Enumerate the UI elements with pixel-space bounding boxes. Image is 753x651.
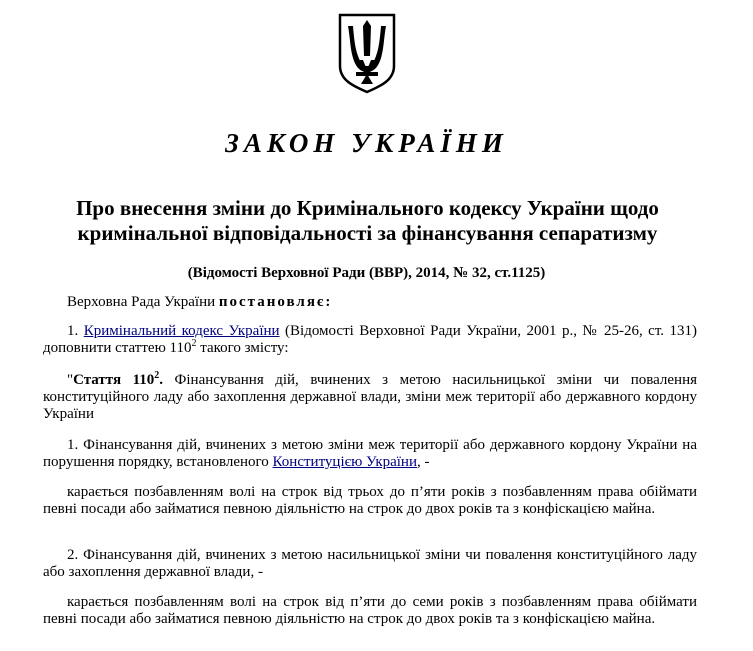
article-heading-text: Фінансування дій, вчинених з метою насильницької зміни чи повалення конституційного ладу або захоплення державної влади, зміни меж території або державного кордону України [43,372,697,422]
law-subtitle: Про внесення зміни до Кримінального кодексу України щодо кримінальної відповідальності за фінансування сепаратизму [76,196,659,245]
penalty-2: карається позбавленням волі на строк від п’яти до семи років з позбавленням права обіймати певні посади або займатися певною діяльністю на строк до двох років та з конфіскацією майна. [43,594,697,627]
article-superscript: 2 [191,338,197,349]
publication-source: (Відомості Верховної Ради (ВВР), 2014, № 32, ст.1125) [187,265,546,281]
article-label-superscript: 2 [154,370,160,381]
decree-word: постановляє: [218,294,333,310]
article-heading [43,372,697,423]
item-1-text: (Відомості Верховної Ради України, 2001 р., № 25-26, ст. 131) доповнити статтею 110 [43,323,697,356]
item-1-text-end: такого змісту: [196,340,289,356]
constitution-link[interactable]: Конституцією України [272,454,417,470]
trident-icon [337,12,397,94]
part-1-text-end: , - [417,454,430,470]
item-1 [43,323,697,357]
penalty-1: карається позбавленням волі на строк від трьох до п’яти років з позбавленням права обіймати певні посади або займатися певною діяльністю на строк до двох років та з конфіскацією майна. [43,484,697,517]
preamble [43,294,697,311]
part-2: 2. Фінансування дій, вчинених з метою насильницької зміни чи повалення конституційного ладу або захоплення державної влади, - [43,547,697,580]
article-label: Стаття $110^2$. [73,370,164,388]
article-quote: " [67,372,74,388]
item-1-number: 1. [67,323,84,339]
law-title: ЗАКОН УКРАЇНИ [225,128,508,158]
part-1 [43,437,697,471]
preamble-text: Верховна Рада України [67,294,219,310]
part-1-text: 1. Фінансування дій, вчинених з метою зміни меж території або державного кордону України на порушення порядку, встановленого [43,437,697,470]
criminal-code-link[interactable]: Кримінальний кодекс України [83,323,280,339]
